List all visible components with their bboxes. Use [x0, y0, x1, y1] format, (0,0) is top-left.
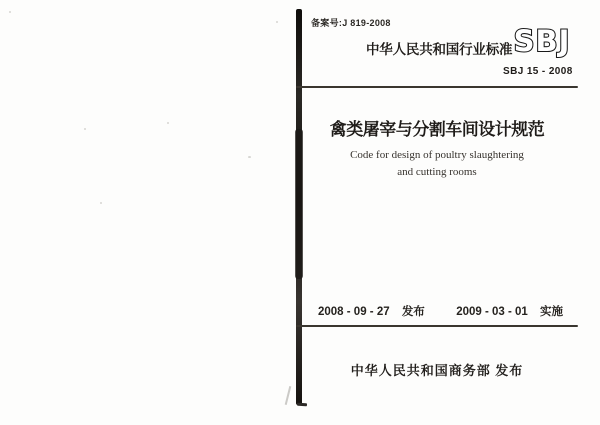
book-spine	[296, 9, 302, 405]
standard-class-heading: 中华人民共和国行业标准	[366, 42, 513, 57]
title-english	[296, 147, 578, 180]
title-english-line-1: Code for design of poultry slaughtering	[350, 149, 524, 161]
publisher-line: 中华人民共和国商务部 发布	[350, 363, 524, 378]
scan-speck	[276, 21, 278, 23]
spine-scratch-mark	[285, 386, 292, 405]
top-rule	[296, 86, 578, 88]
dates-row	[296, 303, 578, 319]
issue-label: 发布	[401, 306, 425, 318]
scan-speck	[84, 128, 86, 130]
bottom-rule	[296, 325, 578, 327]
sbj-logo-text: SBJ	[513, 24, 571, 58]
scan-speck	[248, 156, 251, 158]
scan-speck	[100, 202, 102, 204]
issue-date: 2008 - 09 - 27	[318, 306, 390, 318]
issue-date-group	[318, 303, 425, 319]
record-number: 备案号:J 819-2008	[311, 18, 391, 28]
title-english-line-2: and cutting rooms	[397, 165, 477, 178]
scan-speck	[9, 11, 11, 13]
scan-speck	[500, 122, 502, 124]
spine-foot-mark	[297, 403, 307, 407]
title-chinese: 禽类屠宰与分割车间设计规范	[329, 120, 545, 139]
sbj-logo	[508, 22, 576, 58]
scan-speck	[167, 122, 169, 124]
implement-label: 实施	[540, 306, 563, 318]
implement-date-group	[456, 303, 563, 319]
implement-date: 2009 - 03 - 01	[456, 306, 528, 318]
standard-number: SBJ 15 - 2008	[503, 66, 573, 77]
